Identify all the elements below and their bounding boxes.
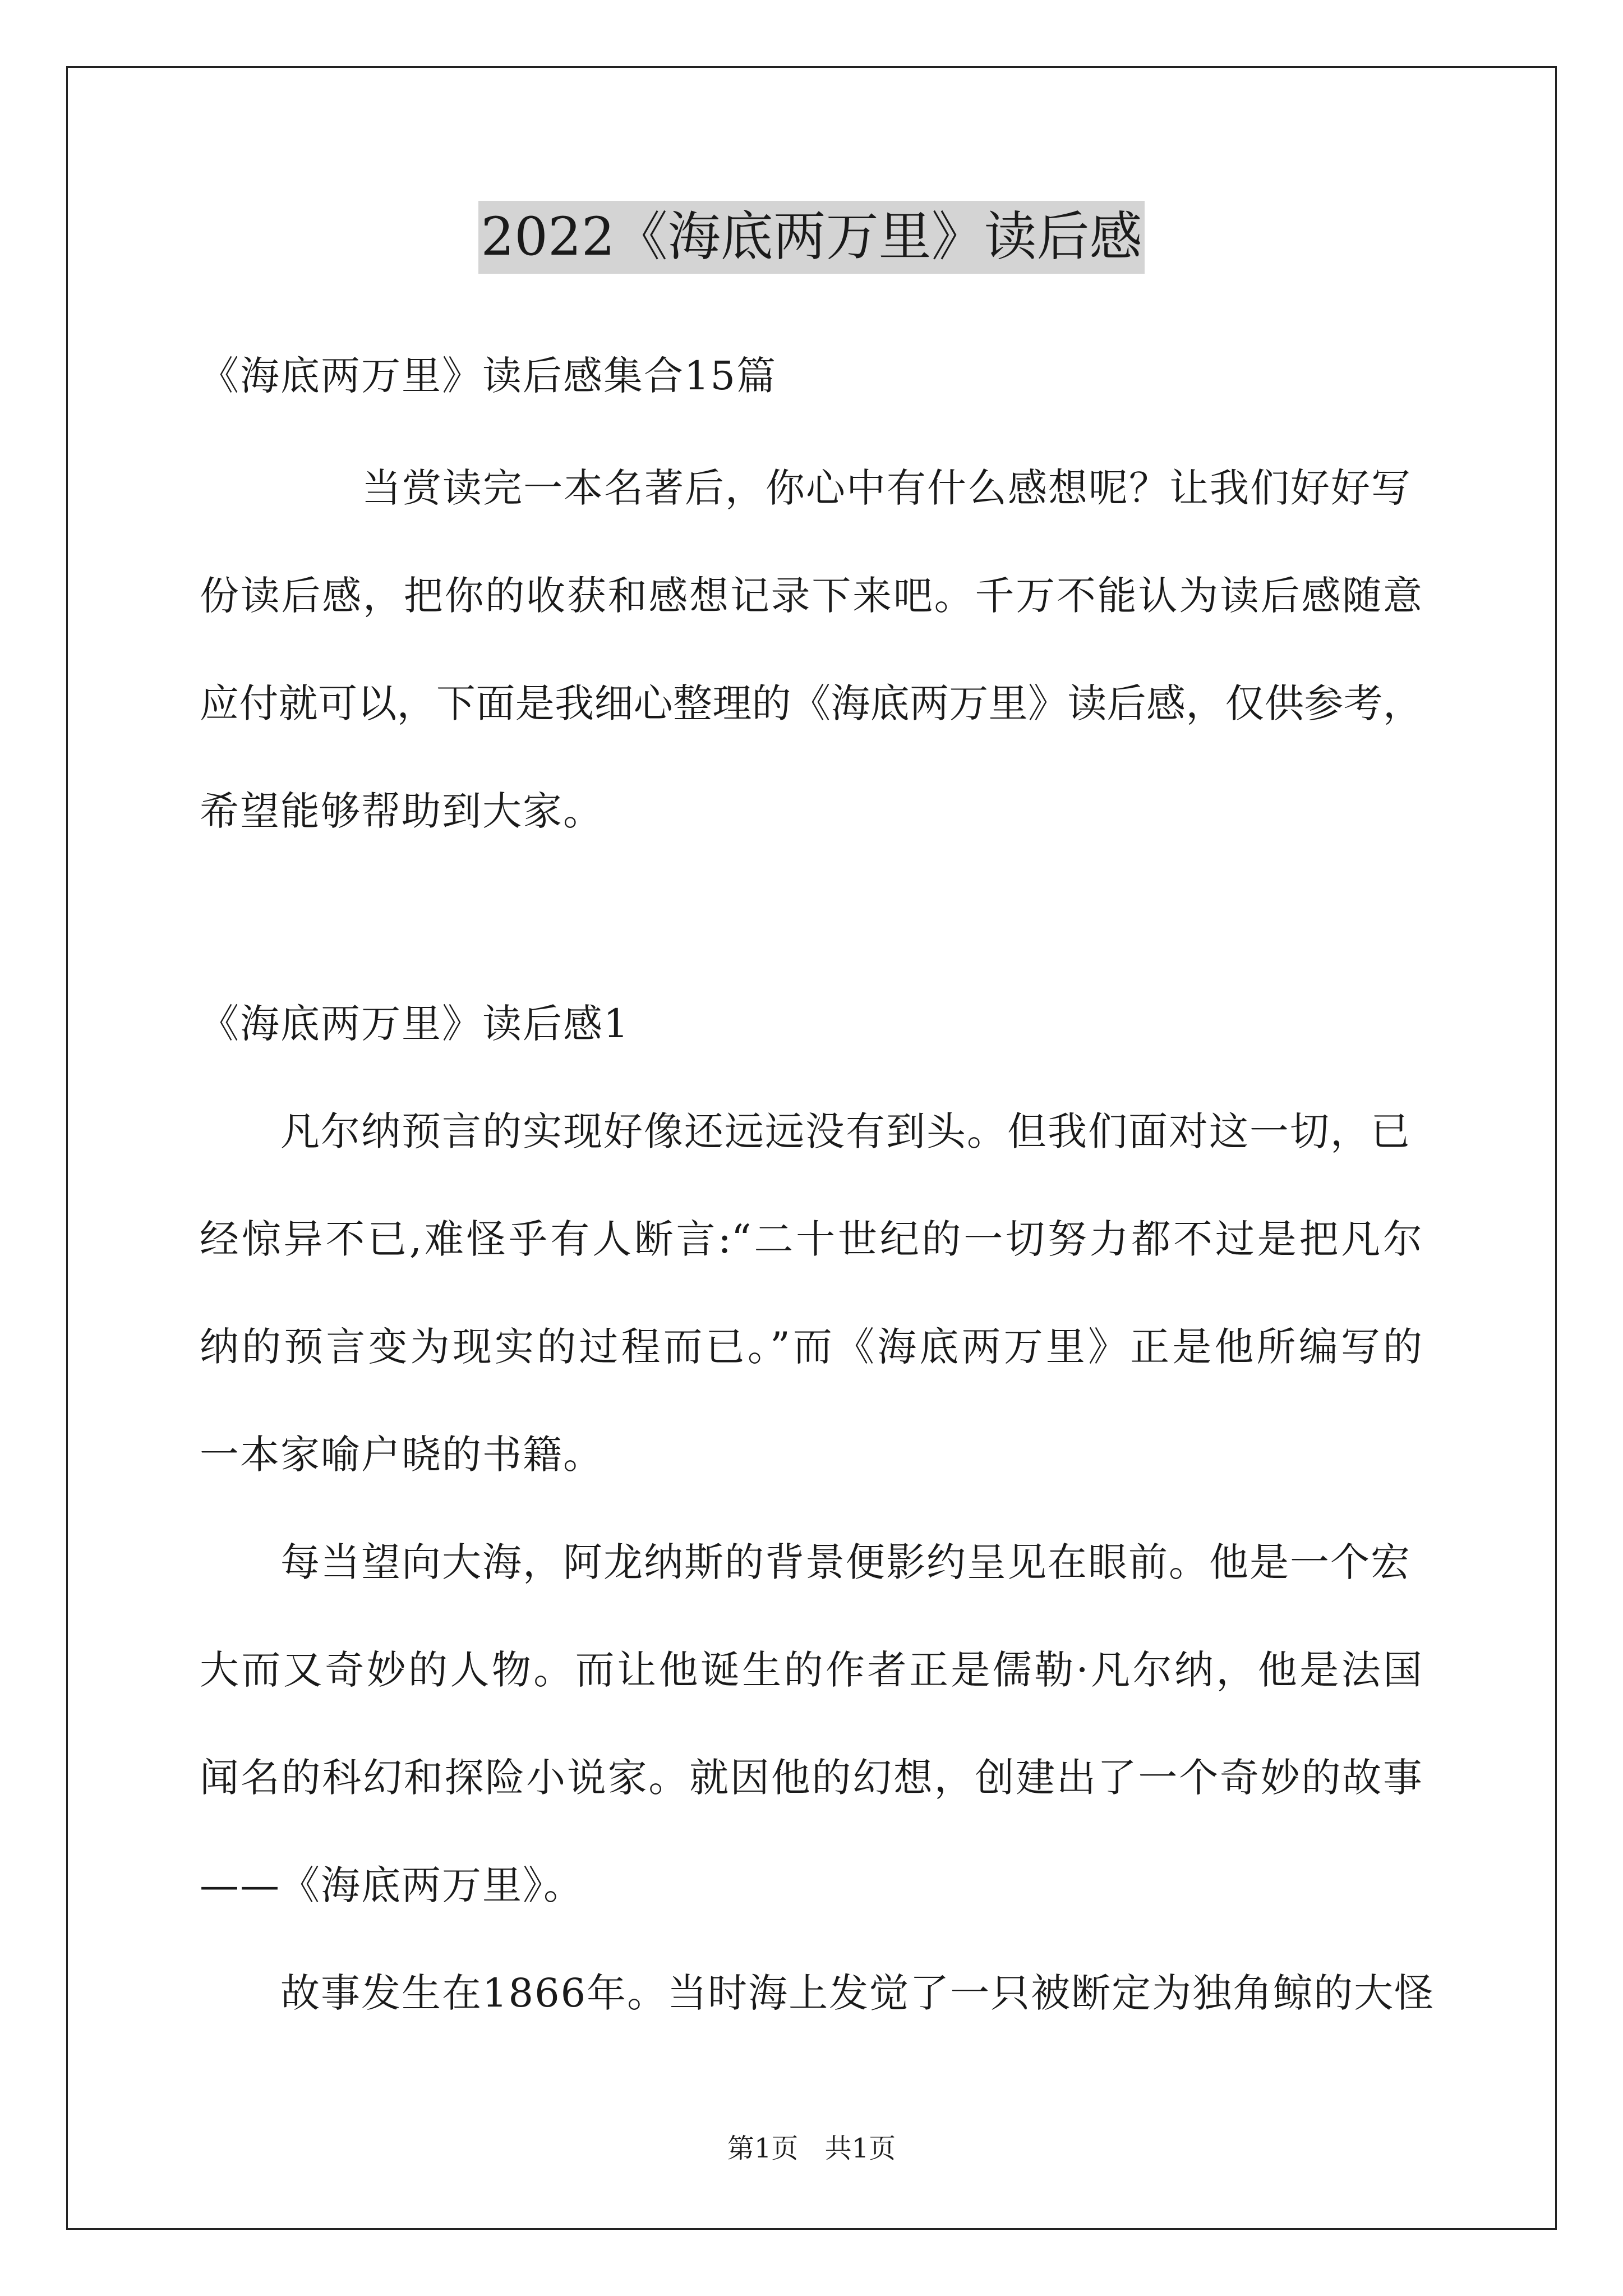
paragraph1-line-1: 凡尔纳预言的实现好像还远远没有到头。但我们面对这一切，已 xyxy=(280,1108,1411,1154)
paragraph2-line-1: 每当望向大海，阿龙纳斯的背景便影约呈见在眼前。他是一个宏 xyxy=(280,1539,1411,1585)
paragraph2-line-2: 大而又奇妙的人物。而让他诞生的作者正是儒勒·凡尔纳，他是法国 xyxy=(200,1647,1422,1693)
paragraph2-line-4: ——《海底两万里》。 xyxy=(200,1862,584,1908)
page-total: 共1页 xyxy=(824,2133,896,2164)
intro-line-4: 希望能够帮助到大家。 xyxy=(200,788,603,834)
intro-line-2: 份读后感，把你的收获和感想记录下来吧。千万不能认为读后感随意 xyxy=(200,573,1422,619)
document-title: 2022《海底两万里》读后感 xyxy=(478,201,1144,274)
title-container xyxy=(0,201,1623,274)
paragraph1-line-4: 一本家喻户晓的书籍。 xyxy=(200,1432,603,1478)
page-number: 第1页 xyxy=(727,2133,799,2164)
paragraph1-line-2: 经惊异不已,难怪乎有人断言:“二十世纪的一切努力都不过是把凡尔 xyxy=(200,1216,1422,1262)
paragraph3-line-1: 故事发生在1866年。当时海上发觉了一只被断定为独角鲸的大怪 xyxy=(280,1970,1435,2016)
intro-line-1: 当赏读完一本名著后，你心中有什么感想呢？让我们好好写 xyxy=(362,465,1412,511)
paragraph1-line-3: 纳的预言变为现实的过程而已。”而《海底两万里》正是他所编写的 xyxy=(200,1324,1422,1370)
page-footer xyxy=(0,2132,1623,2165)
section-heading: 《海底两万里》读后感1 xyxy=(200,1001,630,1047)
paragraph2-line-3: 闻名的科幻和探险小说家。就因他的幻想，创建出了一个奇妙的故事 xyxy=(200,1755,1422,1801)
document-subtitle: 《海底两万里》读后感集合15篇 xyxy=(200,353,777,399)
intro-line-3: 应付就可以，下面是我细心整理的《海底两万里》读后感，仅供参考， xyxy=(200,680,1422,726)
